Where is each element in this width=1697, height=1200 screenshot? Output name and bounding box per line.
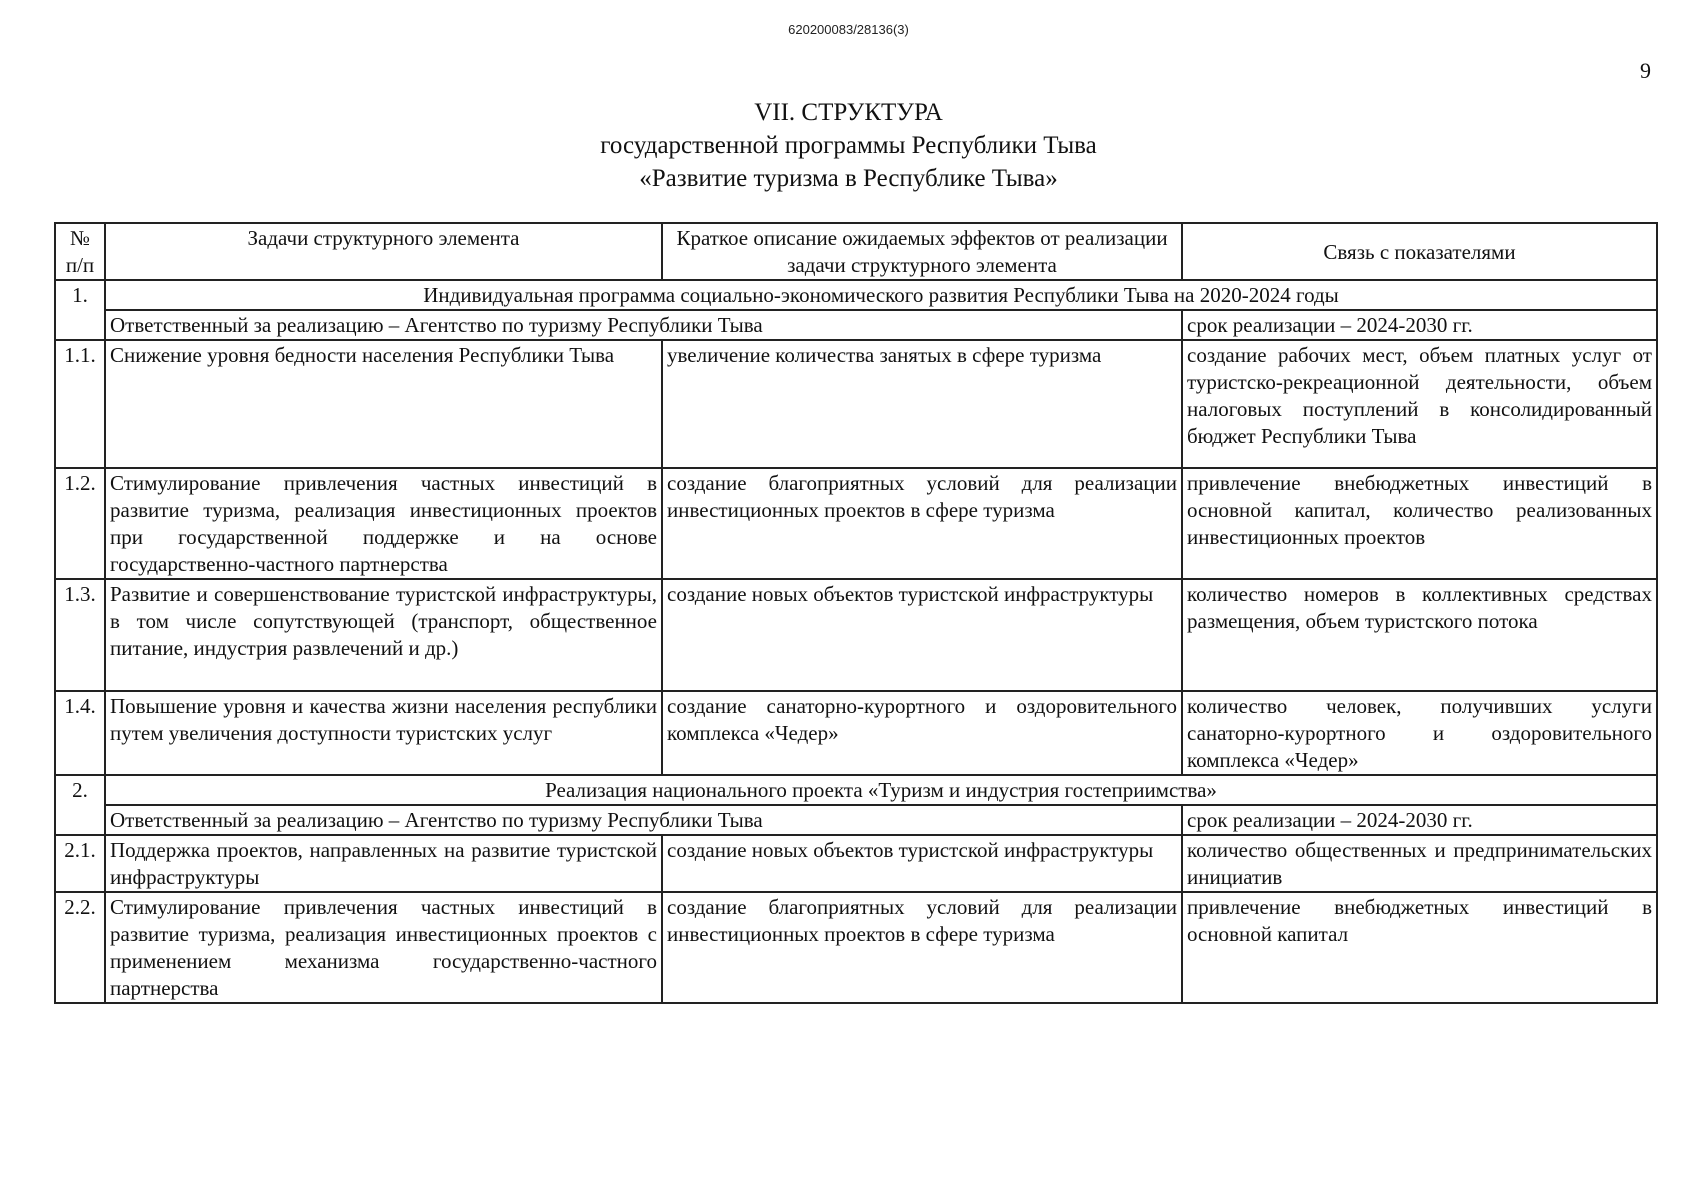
table-row — [55, 340, 1657, 468]
document-code: 620200083/28136(3) — [788, 22, 909, 37]
table-header-row — [55, 223, 1657, 280]
header-indicators: Связь с показателями — [1182, 223, 1657, 280]
row-task: Развитие и совершенствование туристской инфраструктуры, в том числе сопутствующей (транспорт, общественное питание, индустрия развлечений и др.) — [105, 579, 662, 691]
section-responsible-row — [55, 805, 1657, 835]
row-indicator: количество человек, получивших услуги санаторно-курортного и оздоровительного комплекса «Чедер» — [1182, 691, 1657, 775]
title-line-1: VII. СТРУКТУРА — [754, 99, 943, 126]
row-task: Стимулирование привлечения частных инвестиций в развитие туризма, реализация инвестиционных проектов при государственной поддержке и на основе государственно-частного партнерства — [105, 468, 662, 579]
table-row — [55, 579, 1657, 691]
table-row — [55, 468, 1657, 579]
header-num: № п/п — [55, 223, 105, 280]
section-title-row — [55, 280, 1657, 310]
responsible-text: Ответственный за реализацию – Агентство по туризму Республики Тыва — [105, 310, 1182, 340]
row-effect: создание санаторно-курортного и оздоровительного комплекса «Чедер» — [662, 691, 1182, 775]
row-task: Повышение уровня и качества жизни населения республики путем увеличения доступности туристских услуг — [105, 691, 662, 775]
section-title-row — [55, 775, 1657, 805]
row-effect: создание благоприятных условий для реализации инвестиционных проектов в сфере туризма — [662, 468, 1182, 579]
row-num: 2.2. — [55, 892, 105, 1003]
row-indicator: привлечение внебюджетных инвестиций в основной капитал — [1182, 892, 1657, 1003]
row-indicator: привлечение внебюджетных инвестиций в основной капитал, количество реализованных инвестиционных проектов — [1182, 468, 1657, 579]
table-row — [55, 835, 1657, 892]
page-number: 9 — [1640, 58, 1651, 83]
row-effect: увеличение количества занятых в сфере туризма — [662, 340, 1182, 468]
row-effect: создание новых объектов туристской инфраструктуры — [662, 835, 1182, 892]
term-text: срок реализации – 2024-2030 гг. — [1182, 310, 1657, 340]
row-effect: создание новых объектов туристской инфраструктуры — [662, 579, 1182, 691]
section-title: Индивидуальная программа социально-экономического развития Республики Тыва на 2020-2024 годы — [105, 280, 1657, 310]
row-indicator: количество общественных и предпринимательских инициатив — [1182, 835, 1657, 892]
document-title — [0, 96, 1697, 195]
responsible-text: Ответственный за реализацию – Агентство по туризму Республики Тыва — [105, 805, 1182, 835]
row-num: 1.2. — [55, 468, 105, 579]
row-indicator: создание рабочих мест, объем платных услуг от туристско-рекреационной деятельности, объем налоговых поступлений в консолидированный бюджет Республики Тыва — [1182, 340, 1657, 468]
header-effects: Краткое описание ожидаемых эффектов от реализации задачи структурного элемента — [662, 223, 1182, 280]
table-row — [55, 691, 1657, 775]
row-num: 1.4. — [55, 691, 105, 775]
row-num: 1.1. — [55, 340, 105, 468]
row-effect: создание благоприятных условий для реализации инвестиционных проектов в сфере туризма — [662, 892, 1182, 1003]
term-text: срок реализации – 2024-2030 гг. — [1182, 805, 1657, 835]
row-task: Стимулирование привлечения частных инвестиций в развитие туризма, реализация инвестиционных проектов с применением механизма государственно-частного партнерства — [105, 892, 662, 1003]
row-num: 1.3. — [55, 579, 105, 691]
row-num: 2.1. — [55, 835, 105, 892]
section-num: 1. — [55, 280, 105, 340]
section-title: Реализация национального проекта «Туризм и индустрия гостеприимства» — [105, 775, 1657, 805]
table-row — [55, 892, 1657, 1003]
structure-table — [54, 222, 1658, 1004]
section-num: 2. — [55, 775, 105, 835]
row-task: Снижение уровня бедности населения Республики Тыва — [105, 340, 662, 468]
row-task: Поддержка проектов, направленных на развитие туристской инфраструктуры — [105, 835, 662, 892]
header-tasks: Задачи структурного элемента — [105, 223, 662, 280]
row-indicator: количество номеров в коллективных средствах размещения, объем туристского потока — [1182, 579, 1657, 691]
section-responsible-row — [55, 310, 1657, 340]
title-line-2: государственной программы Республики Тыва — [600, 132, 1097, 159]
title-line-3: «Развитие туризма в Республике Тыва» — [639, 165, 1058, 192]
